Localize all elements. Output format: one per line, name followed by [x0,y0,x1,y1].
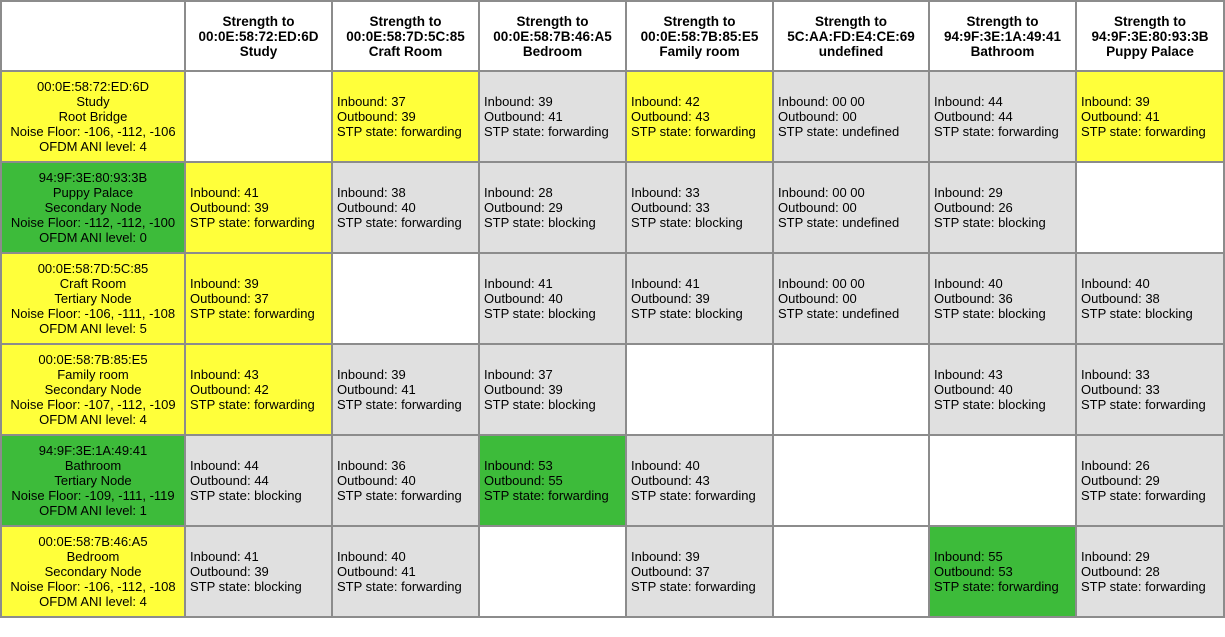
stp-value: STP state: forwarding [484,488,609,503]
inbound-value: Inbound: 36 [337,458,406,473]
stp-value: STP state: forwarding [1081,397,1206,412]
stp-value: STP state: blocking [484,215,596,230]
outbound-value: Outbound: 55 [484,473,563,488]
strength-cell [480,527,625,616]
node-mac: 00:0E:58:7B:85:E5 [38,352,148,367]
stp-value: STP state: blocking [631,306,743,321]
stp-value: STP state: forwarding [484,124,609,139]
table-row [2,254,1223,343]
strength-cell [930,436,1075,525]
inbound-value: Inbound: 39 [1081,94,1150,109]
node-noise: Noise Floor: -112, -112, -100 [10,215,176,230]
node-mac: 94:9F:3E:1A:49:41 [38,443,148,458]
table-row [2,527,1223,616]
inbound-value: Inbound: 41 [484,276,553,291]
stp-value: STP state: forwarding [337,215,462,230]
outbound-value: Outbound: 40 [484,291,563,306]
strength-cell [333,254,478,343]
strength-cell [627,436,772,525]
outbound-value: Outbound: 00 [778,109,857,124]
stp-value: STP state: forwarding [934,579,1059,594]
inbound-value: Inbound: 29 [1081,549,1150,564]
strength-cell [627,72,772,161]
stp-value: STP state: blocking [934,306,1046,321]
inbound-value: Inbound: 43 [934,367,1003,382]
outbound-value: Outbound: 39 [337,109,416,124]
inbound-value: Inbound: 38 [337,185,406,200]
stp-value: STP state: forwarding [337,124,462,139]
stp-value: STP state: undefined [778,124,900,139]
inbound-value: Inbound: 40 [934,276,1003,291]
stp-value: STP state: blocking [190,488,302,503]
corner-cell [2,2,184,70]
node-name: Craft Room [59,276,127,291]
outbound-value: Outbound: 33 [1081,382,1160,397]
outbound-value: Outbound: 29 [484,200,563,215]
outbound-value: Outbound: 29 [1081,473,1160,488]
outbound-value: Outbound: 42 [190,382,269,397]
node-name: Puppy Palace [52,185,134,200]
inbound-value: Inbound: 53 [484,458,553,473]
strength-cell [930,527,1075,616]
strength-cell [186,163,331,252]
inbound-value: Inbound: 41 [190,549,259,564]
outbound-value: Outbound: 00 [778,200,857,215]
outbound-value: Outbound: 38 [1081,291,1160,306]
strength-cell [930,345,1075,434]
strength-cell [774,163,928,252]
outbound-value: Outbound: 26 [934,200,1013,215]
strength-cell [186,345,331,434]
outbound-value: Outbound: 37 [631,564,710,579]
node-row-header [2,345,184,434]
stp-value: STP state: forwarding [631,579,756,594]
node-row-header [2,527,184,616]
column-header: Strength to 94:9F:3E:1A:49:41 Bathroom [930,2,1075,70]
inbound-value: Inbound: 55 [934,549,1003,564]
strength-cell [930,254,1075,343]
node-ani: OFDM ANI level: 1 [39,503,147,518]
strength-cell [480,436,625,525]
strength-cell [774,527,928,616]
outbound-value: Outbound: 41 [337,382,416,397]
stp-value: STP state: forwarding [190,215,315,230]
stp-value: STP state: forwarding [337,397,462,412]
node-noise: Noise Floor: -106, -111, -108 [10,306,176,321]
inbound-value: Inbound: 28 [484,185,553,200]
stp-value: STP state: forwarding [1081,124,1206,139]
column-header: Strength to 00:0E:58:7B:85:E5 Family room [627,2,772,70]
table-row [2,345,1223,434]
stp-value: STP state: forwarding [1081,579,1206,594]
node-role: Secondary Node [44,564,142,579]
outbound-value: Outbound: 44 [934,109,1013,124]
inbound-value: Inbound: 40 [337,549,406,564]
inbound-value: Inbound: 26 [1081,458,1150,473]
strength-cell [480,72,625,161]
node-name: Bathroom [64,458,122,473]
node-name: Family room [57,367,129,382]
stp-value: STP state: undefined [778,215,900,230]
column-header: Strength to 00:0E:58:7B:46:A5 Bedroom [480,2,625,70]
outbound-value: Outbound: 37 [190,291,269,306]
strength-cell [627,163,772,252]
stp-value: STP state: blocking [190,579,302,594]
inbound-value: Inbound: 37 [337,94,406,109]
node-row-header [2,254,184,343]
strength-cell [774,345,928,434]
node-mac: 00:0E:58:7B:46:A5 [38,534,148,549]
outbound-value: Outbound: 39 [484,382,563,397]
stp-value: STP state: undefined [778,306,900,321]
strength-cell [1077,345,1223,434]
inbound-value: Inbound: 33 [631,185,700,200]
node-name: Bedroom [66,549,120,564]
outbound-value: Outbound: 28 [1081,564,1160,579]
stp-value: STP state: blocking [631,215,743,230]
inbound-value: Inbound: 39 [631,549,700,564]
strength-cell [186,254,331,343]
strength-cell [627,254,772,343]
node-row-header [2,72,184,161]
node-noise: Noise Floor: -106, -112, -106 [10,124,176,139]
inbound-value: Inbound: 42 [631,94,700,109]
node-ani: OFDM ANI level: 5 [39,321,147,336]
stp-value: STP state: forwarding [631,488,756,503]
table-row [2,436,1223,525]
strength-cell [930,163,1075,252]
stp-value: STP state: forwarding [337,488,462,503]
strength-cell [333,527,478,616]
strength-cell [333,72,478,161]
inbound-value: Inbound: 40 [631,458,700,473]
outbound-value: Outbound: 40 [337,473,416,488]
outbound-value: Outbound: 00 [778,291,857,306]
node-noise: Noise Floor: -109, -111, -119 [11,488,175,503]
node-role: Root Bridge [58,109,128,124]
outbound-value: Outbound: 40 [934,382,1013,397]
strength-cell [930,72,1075,161]
node-mac: 94:9F:3E:80:93:3B [38,170,148,185]
node-noise: Noise Floor: -107, -112, -109 [10,397,176,412]
inbound-value: Inbound: 39 [484,94,553,109]
outbound-value: Outbound: 43 [631,109,710,124]
inbound-value: Inbound: 44 [190,458,259,473]
inbound-value: Inbound: 00 00 [778,94,865,109]
stp-value: STP state: forwarding [190,306,315,321]
column-header: Strength to 5C:AA:FD:E4:CE:69 undefined [774,2,928,70]
node-role: Secondary Node [44,382,142,397]
strength-cell [774,72,928,161]
strength-cell [627,527,772,616]
stp-value: STP state: forwarding [1081,488,1206,503]
node-noise: Noise Floor: -106, -112, -108 [10,579,176,594]
strength-cell [774,436,928,525]
stp-value: STP state: forwarding [337,579,462,594]
stp-value: STP state: blocking [484,397,596,412]
inbound-value: Inbound: 44 [934,94,1003,109]
strength-cell [480,163,625,252]
strength-cell [333,163,478,252]
outbound-value: Outbound: 53 [934,564,1013,579]
outbound-value: Outbound: 36 [934,291,1013,306]
inbound-value: Inbound: 43 [190,367,259,382]
strength-cell [186,72,331,161]
outbound-value: Outbound: 41 [1081,109,1160,124]
stp-value: STP state: forwarding [934,124,1059,139]
strength-cell [480,345,625,434]
inbound-value: Inbound: 39 [337,367,406,382]
strength-cell [1077,254,1223,343]
node-role: Tertiary Node [54,473,132,488]
stp-value: STP state: forwarding [190,397,315,412]
stp-value: STP state: blocking [934,397,1046,412]
node-ani: OFDM ANI level: 0 [39,230,147,245]
inbound-value: Inbound: 39 [190,276,259,291]
strength-cell [1077,436,1223,525]
column-header: Strength to 94:9F:3E:80:93:3B Puppy Palace [1077,2,1223,70]
node-ani: OFDM ANI level: 4 [39,412,147,427]
outbound-value: Outbound: 40 [337,200,416,215]
outbound-value: Outbound: 39 [190,564,269,579]
outbound-value: Outbound: 41 [337,564,416,579]
strength-cell [186,436,331,525]
strength-cell [1077,72,1223,161]
node-row-header [2,436,184,525]
node-ani: OFDM ANI level: 4 [39,594,147,609]
inbound-value: Inbound: 29 [934,185,1003,200]
inbound-value: Inbound: 37 [484,367,553,382]
outbound-value: Outbound: 39 [631,291,710,306]
node-mac: 00:0E:58:72:ED:6D [36,79,150,94]
table-row [2,72,1223,161]
stp-value: STP state: blocking [934,215,1046,230]
outbound-value: Outbound: 41 [484,109,563,124]
stp-value: STP state: blocking [1081,306,1193,321]
table-row [2,163,1223,252]
strength-cell [1077,527,1223,616]
strength-cell [1077,163,1223,252]
header-row [2,2,1223,70]
strength-cell [774,254,928,343]
node-ani: OFDM ANI level: 4 [39,139,147,154]
inbound-value: Inbound: 40 [1081,276,1150,291]
strength-cell [186,527,331,616]
inbound-value: Inbound: 00 00 [778,276,865,291]
outbound-value: Outbound: 44 [190,473,269,488]
outbound-value: Outbound: 39 [190,200,269,215]
inbound-value: Inbound: 41 [631,276,700,291]
outbound-value: Outbound: 43 [631,473,710,488]
strength-cell [480,254,625,343]
inbound-value: Inbound: 00 00 [778,185,865,200]
stp-value: STP state: forwarding [631,124,756,139]
node-role: Secondary Node [44,200,142,215]
stp-value: STP state: blocking [484,306,596,321]
strength-cell [333,436,478,525]
node-row-header [2,163,184,252]
node-role: Tertiary Node [54,291,132,306]
strength-cell [627,345,772,434]
strength-cell [333,345,478,434]
node-name: Study [76,94,110,109]
node-mac: 00:0E:58:7D:5C:85 [37,261,149,276]
column-header: Strength to 00:0E:58:72:ED:6D Study [186,2,331,70]
outbound-value: Outbound: 33 [631,200,710,215]
column-header: Strength to 00:0E:58:7D:5C:85 Craft Room [333,2,478,70]
inbound-value: Inbound: 41 [190,185,259,200]
inbound-value: Inbound: 33 [1081,367,1150,382]
